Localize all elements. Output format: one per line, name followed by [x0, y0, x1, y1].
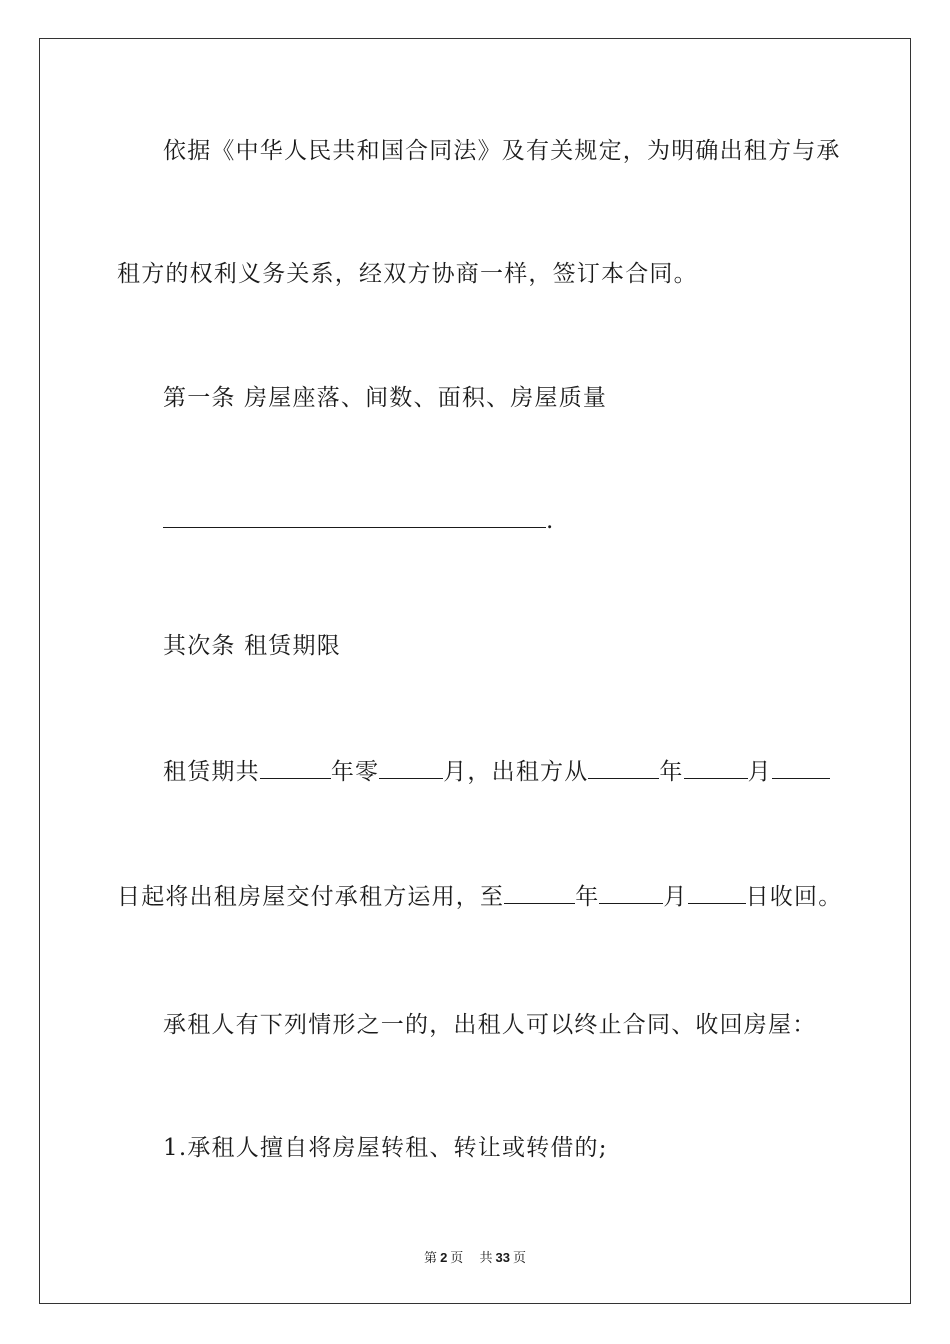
- start-day-blank[interactable]: [772, 760, 830, 779]
- term-years-blank[interactable]: [260, 760, 331, 779]
- article-2-heading: 其次条 租赁期限: [163, 633, 341, 659]
- start-month-blank[interactable]: [684, 760, 748, 779]
- page-number: 2: [440, 1250, 448, 1265]
- fill-end-period: .: [546, 508, 555, 534]
- term-text-2: 年零: [330, 759, 380, 785]
- term-text-5: 月: [747, 759, 772, 785]
- termination-item-1: 1.承租人擅自将房屋转租、转让或转借的;: [163, 1135, 608, 1161]
- term-text-3: 月，出租方从: [443, 759, 589, 785]
- start-year-blank[interactable]: [588, 760, 659, 779]
- page-footer: [0, 1247, 950, 1266]
- intro-paragraph-line-1: 依据《中华人民共和国合同法》及有关规定，为明确出租方与承: [163, 138, 841, 164]
- page-indicator: [421, 1251, 466, 1266]
- page-prefix: 第: [424, 1251, 438, 1266]
- term-text-1: 租赁期共: [163, 759, 260, 785]
- end-day-blank[interactable]: [688, 885, 746, 904]
- fill-blank[interactable]: [163, 509, 546, 528]
- page-suffix: 页: [450, 1251, 464, 1266]
- total-indicator: [476, 1251, 529, 1266]
- term-line2-text-2: 年: [575, 884, 600, 910]
- total-pages: 33: [495, 1250, 510, 1265]
- term-text-4: 年: [659, 759, 684, 785]
- term-months-blank[interactable]: [379, 760, 443, 779]
- termination-intro: 承租人有下列情形之一的，出租人可以终止合同、收回房屋：: [163, 1012, 817, 1038]
- term-line2-text-4: 日收回。: [745, 884, 843, 910]
- lease-term-line-2: [117, 882, 842, 912]
- term-line2-text-3: 月: [663, 884, 688, 910]
- total-prefix: 共: [479, 1251, 493, 1266]
- end-year-blank[interactable]: [504, 885, 575, 904]
- article-1-heading: 第一条 房屋座落、间数、面积、房屋质量: [163, 385, 608, 411]
- total-suffix: 页: [512, 1251, 526, 1266]
- lease-term-line-1: [163, 757, 830, 787]
- article-1-fill-line: [163, 506, 555, 536]
- intro-paragraph-line-2: 租方的权利义务关系，经双方协商一样，签订本合同。: [117, 261, 698, 287]
- term-line2-text-1: 日起将出租房屋交付承租方运用，至: [117, 884, 505, 910]
- page-frame: [39, 38, 911, 1304]
- end-month-blank[interactable]: [599, 885, 663, 904]
